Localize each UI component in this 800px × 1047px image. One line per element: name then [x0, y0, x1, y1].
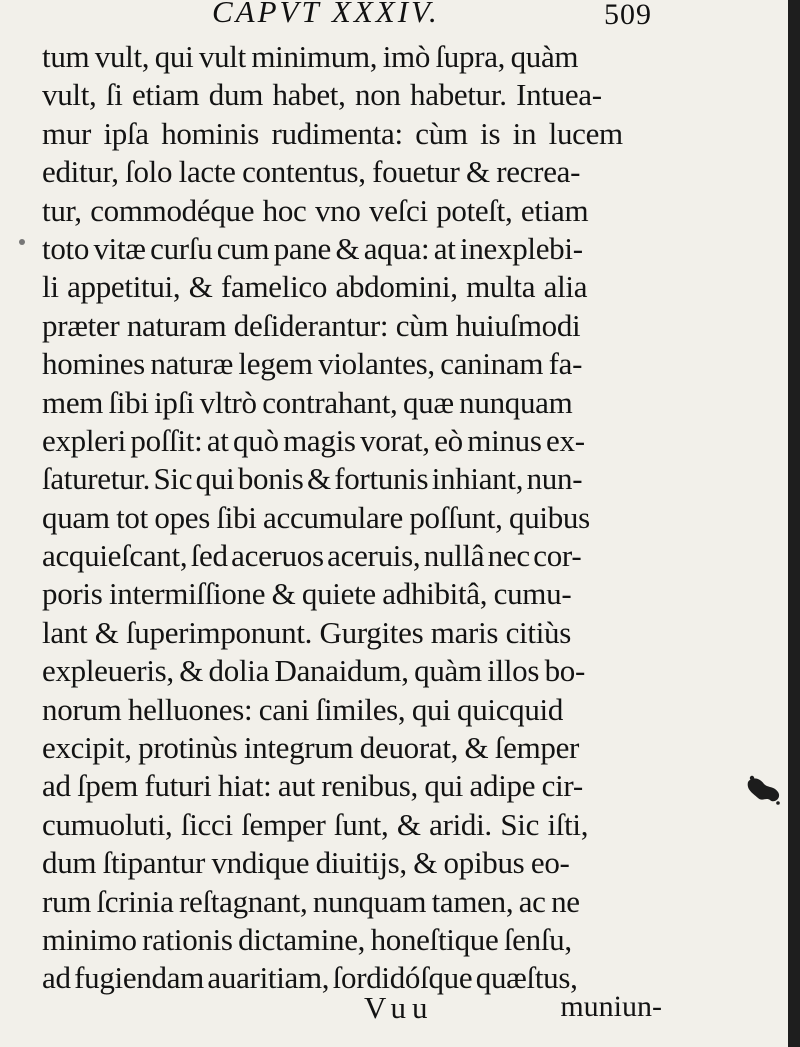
text-line: lant & ſuperimponunt. Gurgites maris citiùs	[42, 614, 571, 650]
page-number: 509	[604, 0, 652, 31]
text-line: excipit, protinùs integrum deuorat, & ſemper	[42, 730, 580, 766]
text-line: quam tot opes ſibi accumulare poſſunt, quibus	[42, 499, 590, 535]
text-line: cumuoluti, ſicci ſemper ſunt, & aridi. Sic iſti,	[42, 806, 589, 842]
text-line: editur, ſolo lacte contentus, fouetur & recrea-	[42, 154, 581, 190]
text-line: dum ſtipantur vndique diuitijs, & opibus eo-	[42, 845, 570, 881]
text-line: tur, commodéque hoc vno veſci poteſt, etiam	[42, 192, 589, 228]
text-line: homines naturæ legem violantes, caninam fa-	[42, 346, 583, 382]
text-line: rum ſcrinia reſtagnant, nunquam tamen, ac ne	[42, 883, 580, 919]
text-line: vult, ſi etiam dum habet, non habetur. Intuea-	[42, 77, 602, 113]
text-line: ad ſpem futuri hiat: aut renibus, qui adipe cir-	[42, 768, 583, 804]
text-line: expleri poſſit: at quò magis vorat, eò minus ex-	[42, 422, 585, 458]
running-head: CAPVT XXXIV.	[212, 0, 440, 29]
text-line: expleueris, & dolia Danaidum, quàm illos bo-	[42, 653, 586, 689]
text-line: ad fugiendam auaritiam, ſordidóſque quæſtus,	[42, 960, 578, 996]
catchword: muniun-	[560, 990, 662, 1023]
text-line: norum helluones: cani ſimiles, qui quicquid	[42, 691, 564, 727]
text-line: poris intermiſſione & quiete adhibitâ, cumu-	[42, 576, 572, 612]
ink-blot-icon	[744, 770, 784, 810]
text-line: mem ſibi ipſi vltrò contrahant, quæ nunquam	[42, 384, 573, 420]
text-line: toto vitæ curſu cum pane & aqua: at inexplebi-	[42, 230, 583, 266]
text-line: tum vult, qui vult minimum, imò ſupra, quàm	[42, 39, 579, 74]
text-line: li appetitui, & famelico abdomini, multa alia	[42, 269, 588, 305]
text-line: mur ipſa hominis rudimenta: cùm is in lucem	[42, 115, 623, 151]
scan-edge	[788, 0, 800, 1047]
text-line: ſaturetur. Sic qui bonis & fortunis inhiant, nun-	[42, 461, 583, 497]
margin-speck	[19, 239, 25, 245]
text-line: acquieſcant, ſed aceruos aceruis, nullâ nec cor-	[42, 538, 582, 574]
page-footer	[42, 990, 662, 1030]
body-text	[42, 38, 672, 998]
page-header	[212, 0, 662, 36]
text-line: præter naturam deſiderantur: cùm huiuſmodi	[42, 307, 581, 343]
text-line: minimo rationis dictamine, honeſtique ſenſu,	[42, 921, 572, 957]
signature-mark: Vuu	[364, 990, 434, 1025]
